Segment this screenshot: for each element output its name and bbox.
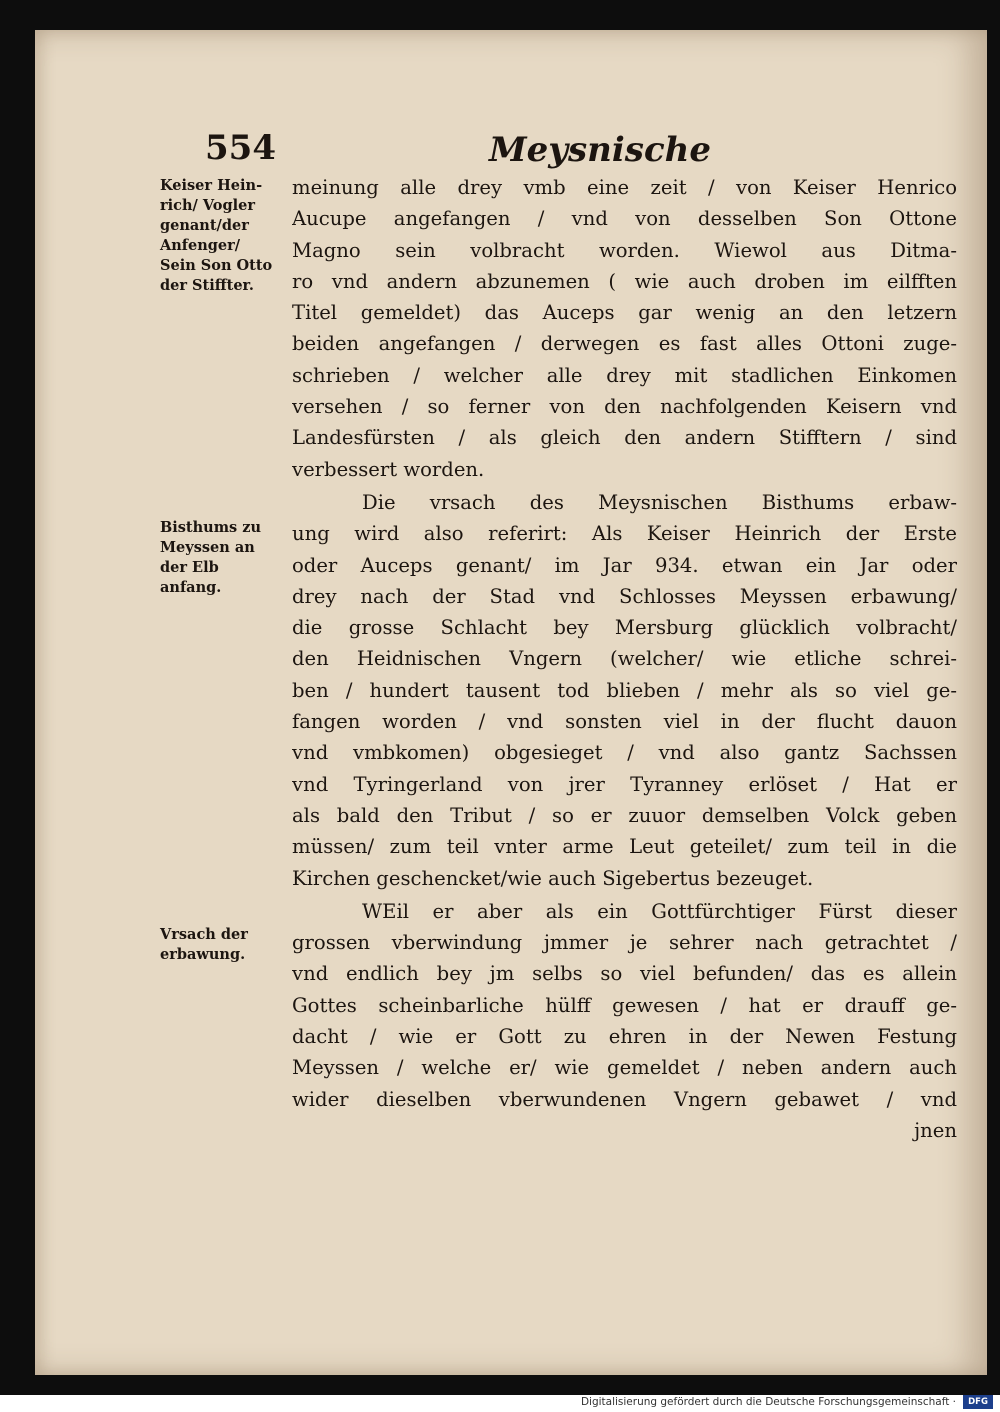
text-line: schrieben / welcher alle drey mit stadlichen Einkomen [292, 363, 957, 387]
text-line: Meyssen / welche er/ wie gemeldet / neben andern auch [292, 1056, 957, 1080]
margin-note-1: Keiser Hein-rich/ Vogler genant/der Anfenger/ Sein Son Otto der Stiffter. [160, 177, 273, 294]
text-line: den Heidnischen Vngern (welcher/ wie etliche schrei- [292, 647, 957, 671]
page-number: 554 [205, 128, 276, 168]
text-line: Magno sein volbracht worden. Wiewol aus Ditma- [292, 238, 957, 262]
text-line: grossen vberwindung jmmer je sehrer nach getrachtet / [292, 931, 957, 955]
text-line: oder Auceps genant/ im Jar 934. etwan ein Jar oder [292, 553, 957, 577]
paragraph-2 [292, 487, 957, 894]
text-line: fangen worden / vnd sonsten viel in der flucht dauon [292, 710, 957, 734]
text-line: meinung alle drey vmb eine zeit / von Keiser Henrico [292, 176, 957, 199]
text-line: ung wird also referirt: Als Keiser Heinrich der Erste [292, 522, 957, 546]
text-line: dacht / wie er Gott zu ehren in der Newen Festung [292, 1025, 957, 1049]
text-line: als bald den Tribut / so er zuuor demselben Volck geben [292, 803, 957, 827]
main-text-block [292, 172, 957, 1148]
text-line: Aucupe angefangen / vnd von desselben Son Ottone [292, 207, 957, 231]
text-line: Titel gemeldet) das Auceps gar wenig an den letzern [292, 301, 957, 325]
paragraph-1 [292, 172, 957, 485]
text-line: wider dieselben vberwundenen Vngern gebawet / vnd [292, 1087, 957, 1111]
text-line: WEil er aber als ein Gottfürchtiger Fürst dieser [362, 899, 957, 923]
text-line: vnd Tyringerland von jrer Tyranney erlöset / Hat er [292, 772, 957, 796]
running-head: Meysnische [489, 130, 711, 170]
book-page [35, 30, 987, 1375]
text-line: versehen / so ferner von den nachfolgenden Keisern vnd [292, 395, 957, 419]
text-line: beiden angefangen / derwegen es fast alles Ottoni zuge- [292, 332, 957, 356]
margin-note-2: Bisthums zu Meyssen an der Elb anfang. [160, 519, 262, 596]
margin-note-3: Vrsach der erbawung. [160, 926, 248, 963]
text-line: Gottes scheinbarliche hülff gewesen / hat er drauff ge- [292, 993, 957, 1017]
footer-bar [0, 1395, 1000, 1412]
text-line: die grosse Schlacht bey Mersburg glücklich volbracht/ [292, 616, 957, 640]
text-line: verbessert worden. [292, 457, 485, 481]
text-line: ro vnd andern abzunemen ( wie auch droben im eilfften [292, 269, 957, 293]
text-line: Landesfürsten / als gleich den andern Stifftern / sind [292, 426, 957, 450]
text-line: vnd vmbkomen) obgesieget / vnd also gantz Sachssen [292, 741, 957, 765]
funding-notice: Digitalisierung gefördert durch die Deutsche Forschungsgemeinschaft · [580, 1396, 956, 1408]
text-line: ben / hundert tausent tod blieben / mehr als so viel ge- [292, 678, 957, 702]
paragraph-3 [292, 896, 957, 1146]
text-line: vnd endlich bey jm selbs so viel befunden/ das es allein [292, 962, 957, 986]
text-line: drey nach der Stad vnd Schlosses Meyssen erbawung/ [292, 584, 957, 608]
text-line: Kirchen geschencket/wie auch Sigebertus bezeuget. [292, 866, 814, 890]
text-line: Die vrsach des Meysnischen Bisthums erbaw- [362, 490, 957, 514]
dfg-logo-icon: DFG [963, 1395, 993, 1409]
text-line: müssen/ zum teil vnter arme Leut geteilet/ zum teil in die [292, 835, 957, 859]
catchword: jnen [914, 1118, 957, 1142]
